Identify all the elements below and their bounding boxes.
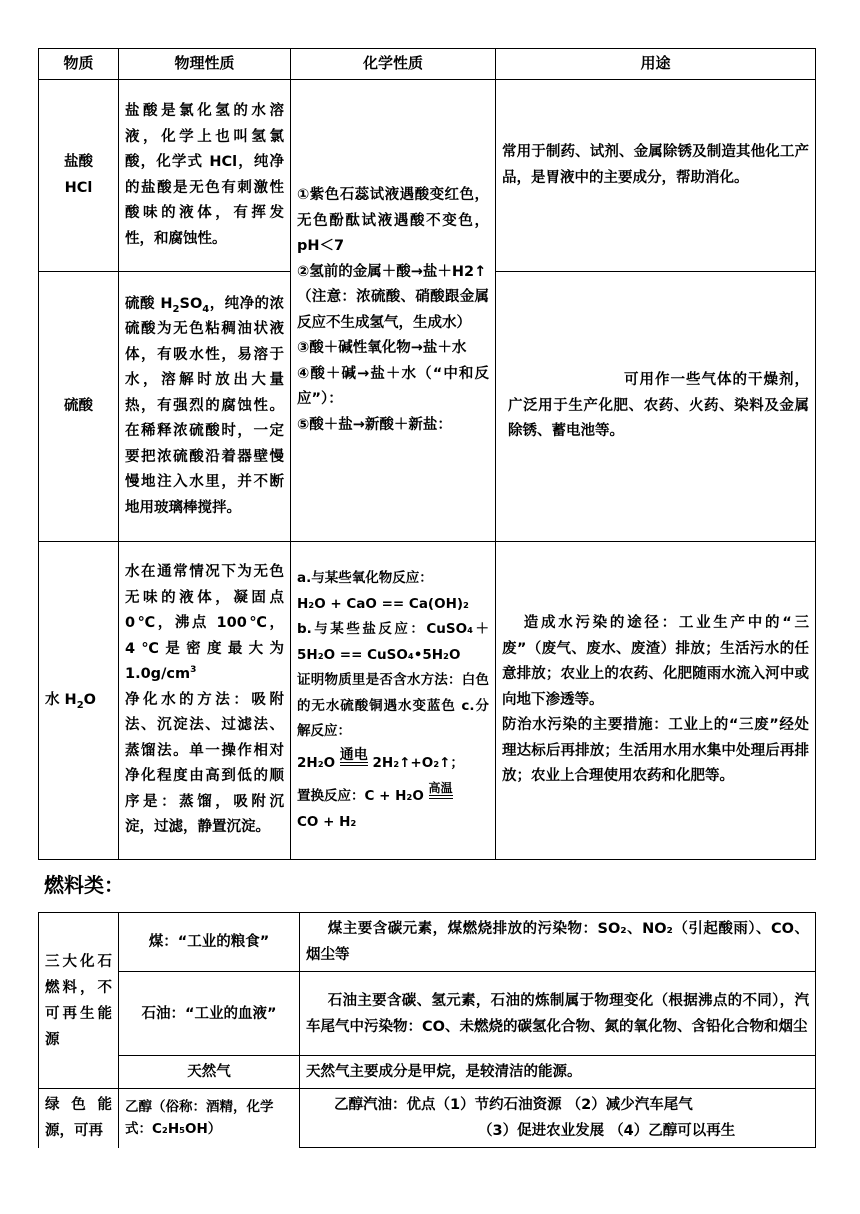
h2so4-usage-text: 可用作一些气体的干燥剂，广泛用于生产化肥、农药、火药、染料及金属除锈、蓄电池等。 bbox=[508, 372, 809, 440]
decomp-left: 2H₂O bbox=[297, 754, 336, 771]
acid-chem-1: ①紫色石蕊试液遇酸变红色，无色酚酞试液遇酸不变色，pH＜7 bbox=[297, 187, 489, 254]
h2so4-physical bbox=[119, 272, 291, 542]
disp-condition bbox=[429, 782, 453, 799]
green-energy-group: 绿色能源，可再 bbox=[39, 1089, 119, 1148]
ethanol-desc bbox=[300, 1089, 816, 1148]
water-chem-a-eq: H₂O + CaO == Ca(OH)₂ bbox=[297, 595, 469, 612]
h2so4-phys-rest: ，纯净的浓硫酸为无色粘稠油状液体，有吸水性，易溶于水，溶解时放出大量热，有强烈的腐蚀性。在稀释浓硫酸时，一定要把浓硫酸沿着器壁慢慢地注入水里，并不断地用玻璃棒搅拌。 bbox=[125, 295, 284, 516]
water-decomp-eq bbox=[297, 746, 489, 777]
decomp-condition-text: 通电 bbox=[339, 746, 368, 763]
water-usage-a: 造成水污染的途径：工业生产中的“三废”（废气、废水、废渣）排放；生活污水的任意排放；农业上的农药、化肥随雨水流入河中或向地下渗透等。 bbox=[502, 615, 809, 708]
water-physical-a: 水在通常情况下为无色无味的液体，凝固点 0℃，沸点 100℃，4℃是密度最大为 1.0g/cm bbox=[125, 564, 284, 683]
h2so4-sub-2: 2 bbox=[172, 303, 180, 315]
acid-chem-3: ③酸＋碱性氧化物→盐＋水 bbox=[297, 340, 467, 356]
hcl-name: 盐酸 bbox=[64, 154, 93, 170]
header-usage: 用途 bbox=[496, 49, 816, 80]
oil-name: 石油：“工业的血液” bbox=[119, 972, 300, 1056]
acid-chem-5: ⑤酸＋盐→新酸＋新盐： bbox=[297, 416, 452, 433]
h2so4-usage bbox=[496, 272, 816, 542]
water-name: 水 H bbox=[45, 691, 77, 708]
fossil-fuel-group: 三大化石燃料，不可再生能源 bbox=[39, 913, 119, 1089]
coal-name: 煤：“工业的粮食” bbox=[119, 913, 300, 972]
oil-desc-text: 石油主要含碳、氢元素，石油的炼制属于物理变化（根据沸点的不同），汽车尾气中污染物：CO、未燃烧的碳氢化合物、氮的氧化物、含铅化合物和烟尘 bbox=[306, 992, 809, 1035]
section-title-fuels: 燃料类： bbox=[44, 873, 124, 897]
disp-equals bbox=[429, 795, 453, 799]
table-header-row bbox=[39, 49, 816, 80]
oil-desc bbox=[300, 972, 816, 1056]
water-chemical bbox=[291, 542, 496, 860]
acid-chem-4: ④酸＋碱→盐＋水（“中和反应”）： bbox=[297, 365, 489, 407]
coal-desc bbox=[300, 913, 816, 972]
gas-desc: 天然气主要成分是甲烷，是较清洁的能源。 bbox=[300, 1056, 816, 1089]
ethanol-desc-2: （3）促进农业发展 （4）乙醇可以再生 bbox=[478, 1123, 736, 1139]
h2so4-phys-mid: SO bbox=[179, 295, 203, 312]
ethanol-name: 乙醇（俗称：酒精，化学式：C₂H₅OH） bbox=[119, 1089, 300, 1148]
ethanol-desc-1: 乙醇汽油：优点（1）节约石油资源 （2）减少汽车尾气 bbox=[334, 1097, 693, 1113]
h2so4-phys-prefix: 硫酸 H bbox=[125, 295, 173, 312]
h2so4-name: 硫酸 bbox=[39, 272, 119, 542]
disp-condition-text: 高温 bbox=[428, 781, 453, 795]
table-row-coal bbox=[39, 913, 816, 972]
hcl-physical: 盐酸是氯化氢的水溶液，化学上也叫氢氯酸，化学式 HCl，纯净的盐酸是无色有刺激性酸味的液体，有挥发性，和腐蚀性。 bbox=[119, 80, 291, 272]
water-name-sub: 2 bbox=[76, 699, 84, 711]
table-row-oil bbox=[39, 972, 816, 1056]
coal-desc-text: 煤主要含碳元素，煤燃烧排放的污染物：SO₂、NO₂（引起酸雨）、CO、烟尘等 bbox=[306, 921, 809, 963]
acid-chemical-cell bbox=[291, 80, 496, 542]
water-chem-a: a.与某些氧化物反应： bbox=[297, 570, 433, 586]
water-usage-b: 防治水污染的主要措施：工业上的“三废”经处理达标后再排放；生活用水用水集中处理后再排放；农业上合理使用农药和化肥等。 bbox=[502, 717, 809, 785]
acids-water-table bbox=[38, 48, 816, 860]
table-row-gas bbox=[39, 1056, 816, 1089]
table-row-water bbox=[39, 542, 816, 860]
water-physical bbox=[119, 542, 291, 860]
water-name-end: O bbox=[83, 691, 96, 708]
water-physical-sup: 3 bbox=[190, 665, 197, 676]
header-chemical: 化学性质 bbox=[291, 49, 496, 80]
table-row-ethanol bbox=[39, 1089, 816, 1148]
h2so4-sub-4: 4 bbox=[202, 303, 210, 315]
decomp-right: 2H₂↑+O₂↑； bbox=[372, 754, 464, 771]
water-chem-c: 证明物质里是否含水方法：白色的无水硫酸铜遇水变蓝色 c.分解反应： bbox=[297, 672, 489, 739]
header-physical: 物理性质 bbox=[119, 49, 291, 80]
decomp-condition bbox=[339, 746, 368, 766]
water-name-cell bbox=[39, 542, 119, 860]
water-disp-eq bbox=[297, 781, 489, 810]
gas-name: 天然气 bbox=[119, 1056, 300, 1089]
water-physical-b: 净化水的方法：吸附法、沉淀法、过滤法、蒸馏法。单一操作相对净化程度由高到低的顺序是：蒸馏，吸附沉淀，过滤，静置沉淀。 bbox=[125, 691, 284, 836]
disp-right: CO + H₂ bbox=[297, 813, 357, 830]
hcl-usage: 常用于制药、试剂、金属除锈及制造其他化工产品，是胃液中的主要成分，帮助消化。 bbox=[496, 80, 816, 272]
acid-chem-note: （注意：浓硫酸、硝酸跟金属反应不生成氢气，生成水） bbox=[297, 289, 489, 331]
disp-left: 置换反应：C + H₂O bbox=[297, 788, 424, 804]
hcl-name-cell bbox=[39, 80, 119, 272]
header-substance: 物质 bbox=[39, 49, 119, 80]
hcl-formula: HCl bbox=[64, 179, 93, 196]
fuels-table bbox=[38, 912, 816, 1148]
water-chem-b: b.与某些盐反应：CuSO₄＋5H₂O == CuSO₄•5H₂O bbox=[297, 621, 489, 663]
acid-chem-2: ②氢前的金属＋酸→盐＋H2↑ bbox=[297, 263, 487, 280]
table-row-hcl bbox=[39, 80, 816, 272]
water-usage bbox=[496, 542, 816, 860]
